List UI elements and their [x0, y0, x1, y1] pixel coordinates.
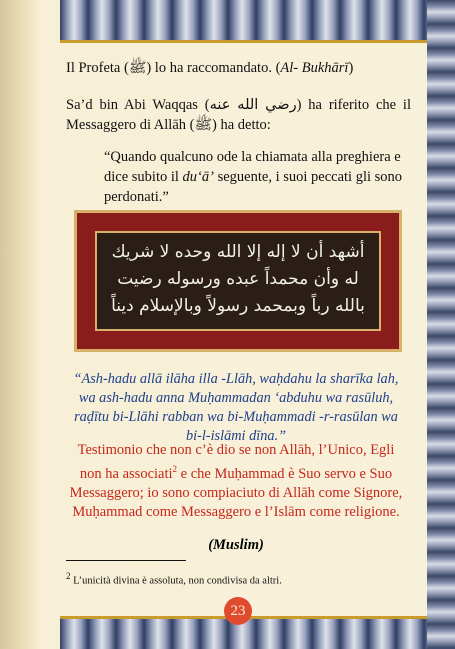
arabic-dua-text: أشهد أن لا إله إلا الله وحده لا شريك له وأن محمداً عبده ورسوله رضيت بالله رباً وبمحمد رسولاً وبالإسلام ديناً	[95, 231, 381, 331]
footnote: $^2$ L’unicità divina è assoluta, non condivisa da altri.	[66, 571, 282, 587]
source-muslim: (Muslim)	[208, 537, 264, 553]
narration-intro: Sa’d bin Abi Waqqas (رضي الله عنه) ha riferito che il Messaggero di Allāh (ﷺ) ha detto:	[66, 97, 411, 133]
top-decorative-border	[60, 0, 427, 43]
arabic-calligraphy-panel	[74, 210, 402, 352]
prophet-recommendation-line: Il Profeta (ﷺ) lo ha raccomandato. (Al- Bukhārī)	[66, 60, 354, 76]
italian-translation: Testimonio che non c’è dio se non Allāh, l’Unico, Egli non ha associati$^2$ e che Muḥammad è Suo servo e Suo Messaggero; io sono compiaciuto di Allāh come Signore, Muḥammad come Messaggero e l’Islām come religione.	[69, 442, 403, 520]
right-decorative-border	[427, 0, 455, 649]
transliteration: “Ash-hadu allā ilāha illa -Llāh, waḥdahu la sharīka lah, wa ash-hadu anna Muḥammadan ‘abduhu wa rasūluh, raḍītu bi-Llāhi rabban wa bi-Muḥammadi -r-rasūlan wa bi-l-islāmi dīna.”	[73, 371, 399, 444]
footnote-rule	[66, 560, 186, 561]
hadith-quote: “Quando qualcuno ode la chiamata alla preghiera e dice subito il du‘ā’ seguente, i suoi peccati gli sono perdonati.”	[104, 149, 403, 205]
page-number: 23	[224, 597, 252, 625]
page-gutter	[0, 0, 40, 649]
